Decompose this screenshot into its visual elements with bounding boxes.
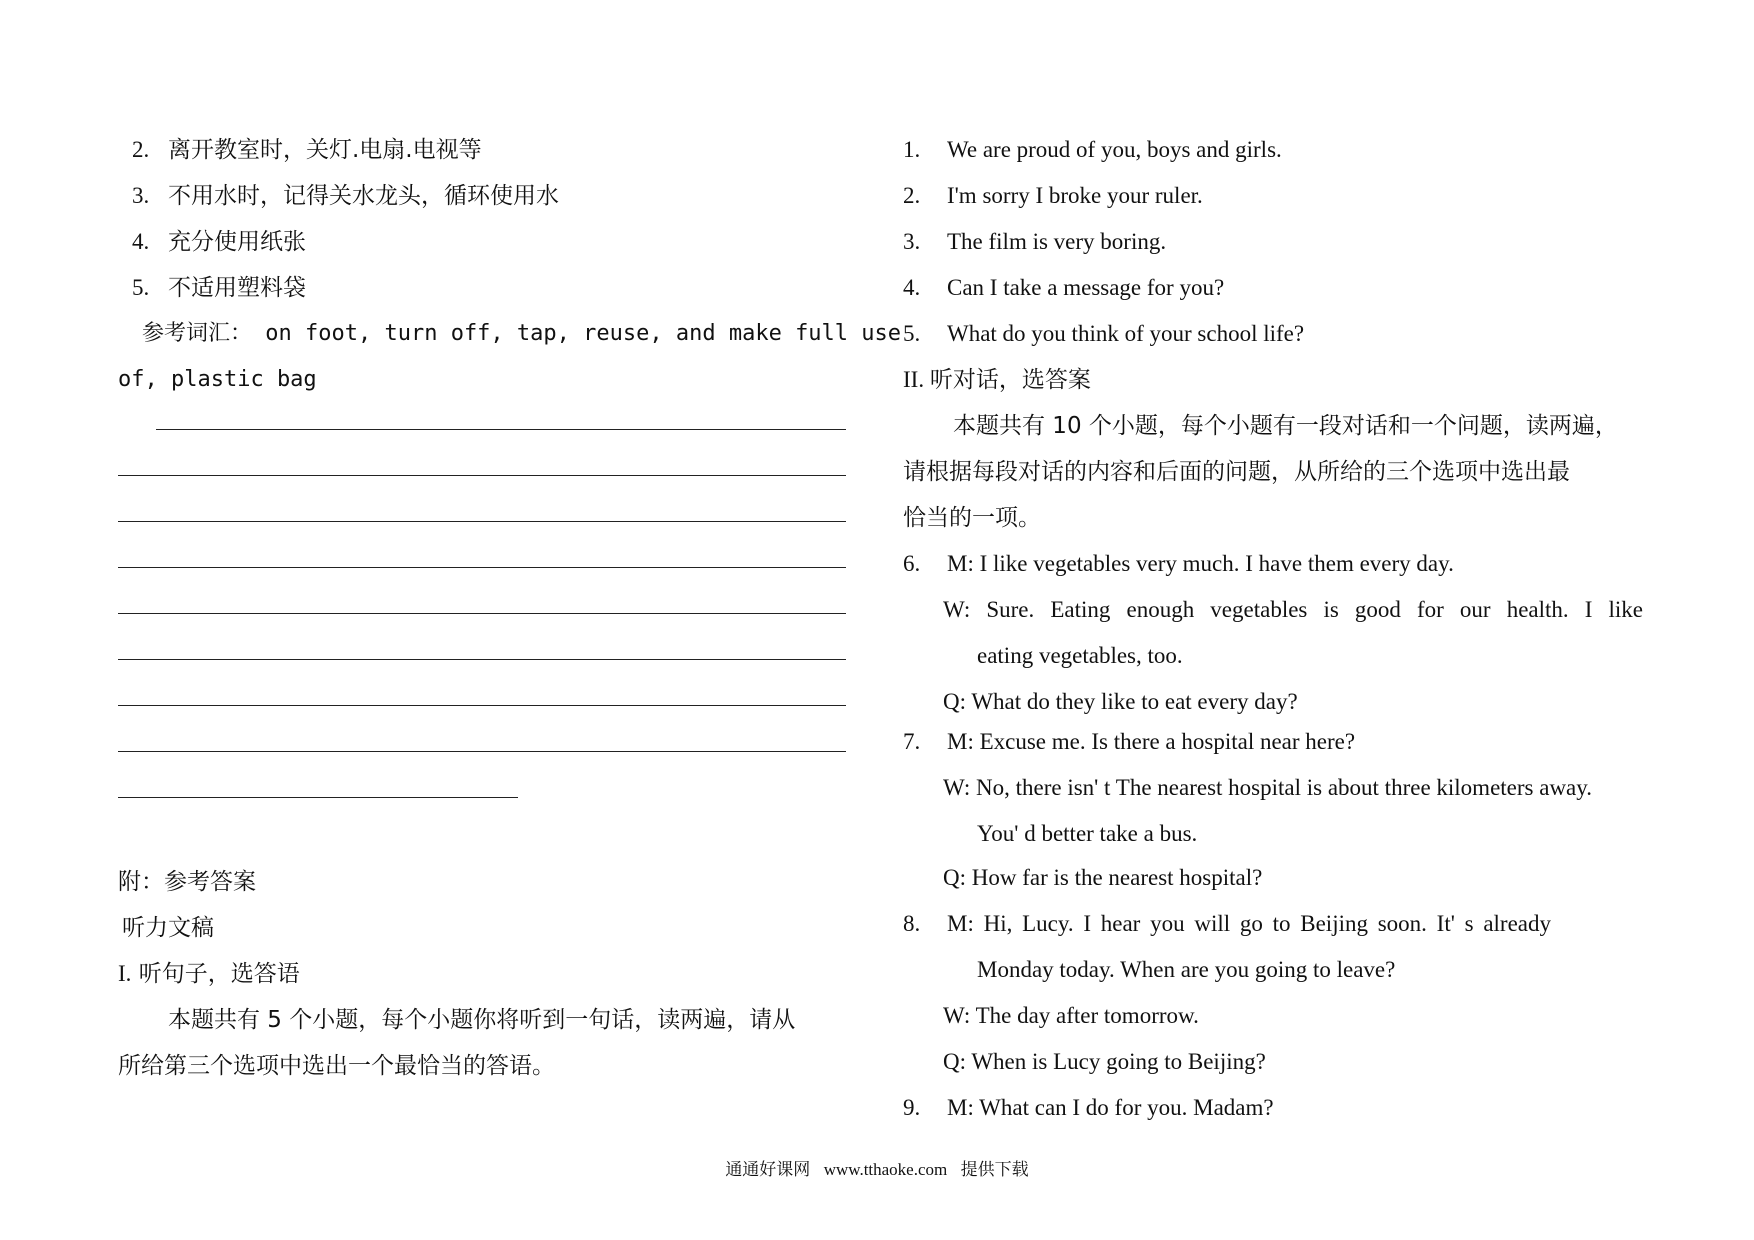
part2-instructions-continued: 请根据每段对话的内容和后面的问题，从所给的三个选项中选出最 xyxy=(903,459,1570,485)
footer-download-text: 提供下载 xyxy=(960,1160,1029,1180)
part2-heading-text: 听对话，选答案 xyxy=(929,367,1091,393)
sentence-item xyxy=(903,311,1304,357)
tip-text: 不适用塑料袋 xyxy=(168,275,306,301)
dialogue-line: M: I like vegetables very much. I have them every day. xyxy=(947,551,1454,576)
sentence-text: I'm sorry I broke your ruler. xyxy=(947,183,1203,208)
writing-blank-line[interactable] xyxy=(118,567,846,568)
writing-blank-line[interactable] xyxy=(118,797,518,798)
part1-heading-text: 听句子，选答语 xyxy=(138,961,300,987)
tip-item xyxy=(132,173,559,219)
part2-roman: II. xyxy=(903,367,925,392)
dialogue-7-man xyxy=(903,719,1355,765)
dialogue-8-man xyxy=(903,901,1643,947)
footer-url-link[interactable]: www.tthaoke.com xyxy=(823,1160,948,1179)
dialogue-6-man xyxy=(903,541,1454,587)
sentence-number: 5. xyxy=(903,321,921,346)
part1-instructions-continued: 所给第三个选项中选出一个最恰当的答语。 xyxy=(118,1053,555,1079)
sentence-text: The film is very boring. xyxy=(947,229,1167,254)
tip-text: 充分使用纸张 xyxy=(168,229,306,255)
dialogue-8-question: Q: When is Lucy going to Beijing? xyxy=(943,1049,1266,1074)
part1-heading xyxy=(118,951,300,997)
dialogue-number: 7. xyxy=(903,729,921,754)
dialogue-9-man xyxy=(903,1085,1274,1131)
answer-key-title: 附：参考答案 xyxy=(118,869,256,895)
part1-roman: I. xyxy=(118,961,132,986)
sentence-number: 3. xyxy=(903,229,921,254)
sentence-text: Can I take a message for you? xyxy=(947,275,1225,300)
dialogue-number: 8. xyxy=(903,911,921,936)
dialogue-line: M: What can I do for you. Madam? xyxy=(947,1095,1274,1120)
tip-text: 不用水时，记得关水龙头，循环使用水 xyxy=(168,183,559,209)
tip-item xyxy=(132,219,306,265)
sentence-item xyxy=(903,219,1166,265)
part2-heading xyxy=(903,357,1091,403)
writing-blank-line[interactable] xyxy=(118,521,846,522)
tip-text: 离开教室时，关灯.电扇.电视等 xyxy=(168,137,482,163)
tip-number: 4. xyxy=(132,229,150,254)
tip-item xyxy=(132,265,306,311)
dialogue-6-woman-continued: eating vegetables, too. xyxy=(977,643,1183,668)
dialogue-line: M: Hi, Lucy. I hear you will go to Beijing soon. It' s already xyxy=(947,911,1551,936)
part2-instructions-continued: 恰当的一项。 xyxy=(903,505,1041,531)
sentence-item xyxy=(903,127,1282,173)
page-footer xyxy=(0,1155,1754,1180)
sentence-text: We are proud of you, boys and girls. xyxy=(947,137,1282,162)
dialogue-7-woman-continued: You' d better take a bus. xyxy=(977,821,1198,846)
vocabulary-words: on foot, turn off, tap, reuse, and make full use xyxy=(252,321,902,346)
dialogue-8-man-continued: Monday today. When are you going to leave? xyxy=(977,957,1396,982)
vocabulary-label: 参考词汇： xyxy=(142,321,253,346)
tip-number: 3. xyxy=(132,183,150,208)
dialogue-7-question: Q: How far is the nearest hospital? xyxy=(943,865,1263,890)
writing-blank-line[interactable] xyxy=(118,475,846,476)
tip-number: 2. xyxy=(132,137,150,162)
sentence-number: 4. xyxy=(903,275,921,300)
sentence-number: 1. xyxy=(903,137,921,162)
dialogue-6-question: Q: What do they like to eat every day? xyxy=(943,689,1298,714)
part1-instructions: 本题共有 5 个小题，每个小题你将听到一句话，读两遍，请从 xyxy=(168,1007,796,1033)
writing-blank-line[interactable] xyxy=(118,613,846,614)
dialogue-line: M: Excuse me. Is there a hospital near here? xyxy=(947,729,1356,754)
vocabulary-line xyxy=(142,311,901,357)
part2-instructions: 本题共有 10 个小题，每个小题有一段对话和一个问题，读两遍， xyxy=(953,413,1618,439)
dialogue-7-woman: W: No, there isn' t The nearest hospital is about three kilometers away. xyxy=(943,775,1593,800)
sentence-number: 2. xyxy=(903,183,921,208)
writing-blank-line[interactable] xyxy=(118,659,846,660)
listening-script-title: 听力文稿 xyxy=(122,915,214,941)
footer-site-name: 通通好课网 xyxy=(725,1160,811,1180)
writing-blank-line[interactable] xyxy=(156,429,846,430)
tip-item xyxy=(132,127,482,173)
sentence-item xyxy=(903,173,1203,219)
writing-blank-line[interactable] xyxy=(118,751,846,752)
vocabulary-line-continued: of, plastic bag xyxy=(118,367,317,392)
sentence-text: What do you think of your school life? xyxy=(947,321,1305,346)
dialogue-number: 9. xyxy=(903,1095,921,1120)
sentence-item xyxy=(903,265,1224,311)
writing-blank-line[interactable] xyxy=(118,705,846,706)
tip-number: 5. xyxy=(132,275,150,300)
dialogue-8-woman: W: The day after tomorrow. xyxy=(943,1003,1199,1028)
dialogue-number: 6. xyxy=(903,551,921,576)
dialogue-6-woman: W: Sure. Eating enough vegetables is good for our health. I like xyxy=(943,597,1643,622)
